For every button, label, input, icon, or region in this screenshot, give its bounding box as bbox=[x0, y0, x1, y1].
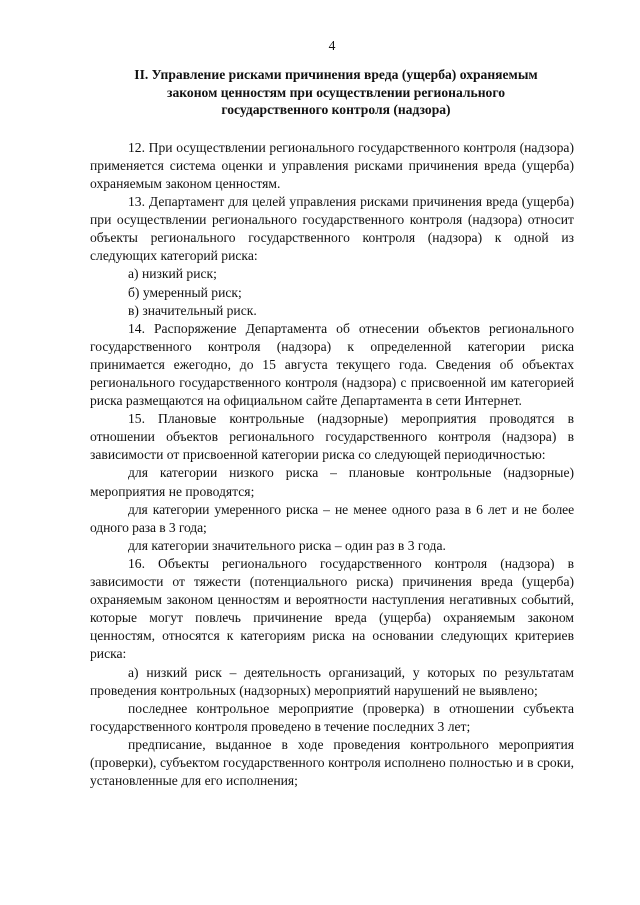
body-text bbox=[90, 139, 574, 790]
list-item-low-risk: а) низкий риск; bbox=[128, 266, 217, 282]
list-item-moderate-risk: б) умеренный риск; bbox=[128, 284, 242, 300]
list-item-significant-risk: в) значительный риск. bbox=[128, 302, 257, 318]
criterion-last-inspection: последнее контрольное мероприятие (проверка) в отношении субъекта государственного контроля проведено в течение последних 3 лет; bbox=[90, 700, 574, 734]
paragraph-12: 12. При осуществлении регионального государственного контроля (надзора) применяется система оценки и управления рисками причинения вреда (ущерба) охраняемым законом ценностям. bbox=[90, 139, 574, 191]
paragraph-15: 15. Плановые контрольные (надзорные) мероприятия проводятся в отношении объектов регионального государственного контроля (надзора) в зависимости от присвоенной категории риска со следующей периодичностью: bbox=[90, 411, 574, 463]
paragraph-13: 13. Департамент для целей управления рисками причинения вреда (ущерба) при осуществлении регионального государственного контроля (надзора) относит объекты регионального государственного контроля (надзора) к одной из следующих категорий риска: bbox=[90, 194, 574, 264]
periodicity-low-risk: для категории низкого риска – плановые контрольные (надзорные) мероприятия не проводятся; bbox=[90, 465, 574, 499]
periodicity-moderate-risk: для категории умеренного риска – не менее одного раза в 6 лет и не более одного раза в 3 года; bbox=[90, 501, 574, 535]
criterion-order-fulfilled: предписание, выданное в ходе проведения контрольного мероприятия (проверки), субъектом государственного контроля исполнено полностью и в сроки, установленные для его исполнения; bbox=[90, 736, 574, 789]
section-heading bbox=[108, 66, 564, 119]
section-heading-line: государственного контроля (надзора) bbox=[221, 102, 451, 118]
section-heading-line: законом ценностям при осуществлении регионального bbox=[166, 84, 505, 100]
paragraph-16: 16. Объекты регионального государственного контроля (надзора) в зависимости от тяжести (потенциального риска) причинения вреда (ущерба) охраняемым законом ценностям и вероятности наступления негативных событий, которые могут повлечь причинение вреда (ущерба) охраняемым законом ценностям, относятся к категориям риска на основании следующих критериев риска: bbox=[90, 555, 574, 662]
page-number: 4 bbox=[328, 38, 336, 53]
section-heading-line: II. Управление рисками причинения вреда (ущерба) охраняемым bbox=[134, 67, 538, 82]
paragraph-14: 14. Распоряжение Департамента об отнесении объектов регионального государственного контроля (надзора) к определенной категории риска принимается ежегодно, до 15 августа текущего года. Сведения об объектах регионального государственного контроля (надзора) с присвоенной им категорией риска размещаются на официальном сайте Департамента в сети Интернет. bbox=[90, 320, 574, 409]
criterion-low-risk: а) низкий риск – деятельность организаций, у которых по результатам проведения контрольных (надзорных) мероприятий нарушений не выявлено; bbox=[90, 664, 574, 698]
periodicity-significant-risk: для категории значительного риска – один раз в 3 года. bbox=[128, 537, 446, 553]
